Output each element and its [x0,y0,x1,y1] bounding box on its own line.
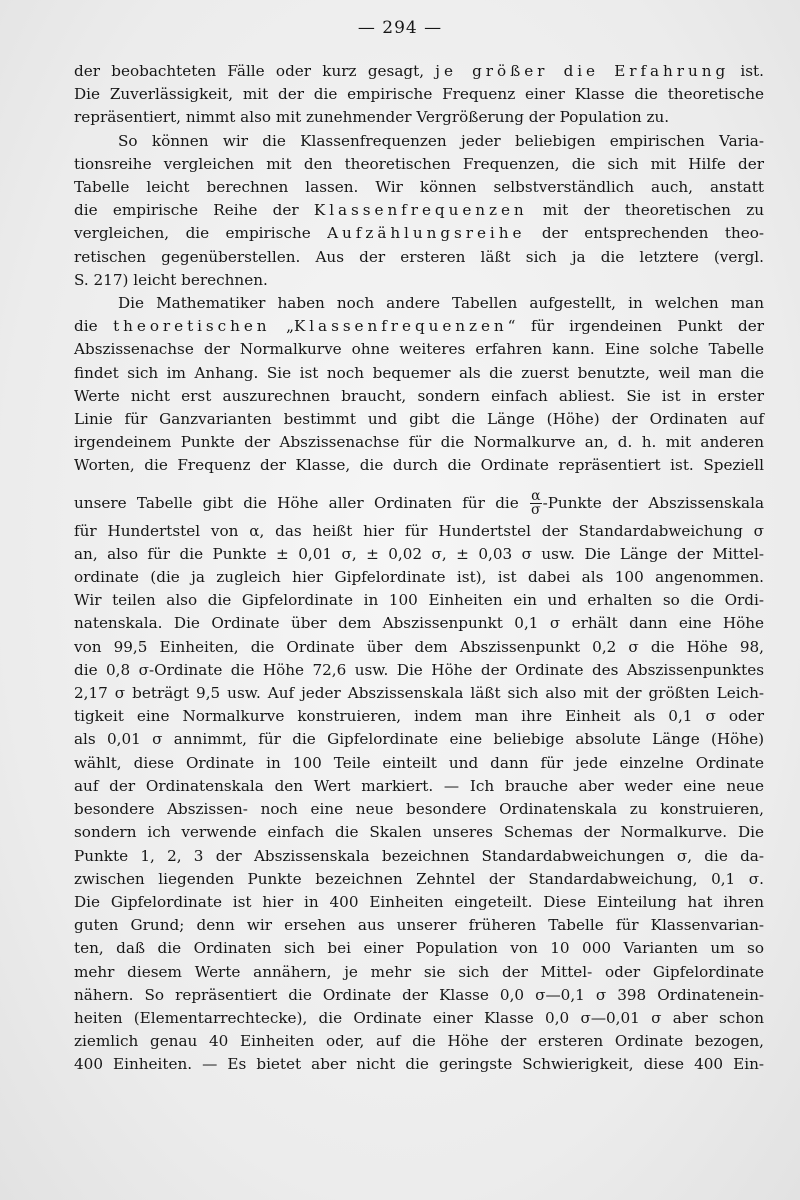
text-line [74,543,764,566]
text-line [74,199,764,222]
text-run: guten Grund; denn wir ersehen aus unserer früheren Tabelle für Klassenvarian- [74,916,764,935]
text-run: 2,17 σ beträgt 9,5 usw. Auf jeder Abszissenskala läßt sich also mit der größten Leich- [74,684,764,703]
text-run: vergleichen, die empirische [74,224,328,243]
text-run: 400 Einheiten. — Es bietet aber nicht die geringste Schwierigkeit, diese 400 Ein- [74,1055,764,1074]
text-run: repräsentiert, nimmt also mit zunehmender Vergrößerung der Population zu. [74,108,670,127]
text-line [74,83,764,106]
text-run: Werte nicht erst auszurechnen braucht, sondern einfach abliest. Sie ist in erster [74,386,764,405]
text-line [74,798,764,821]
text-run: Abszissenachse der Normalkurve ohne weiteres erfahren kann. Eine solche Tabelle [74,340,764,359]
text-run: von 99,5 Einheiten, die Ordinate über dem Abszissenpunkt 0,2 σ die Höhe 98, [74,637,764,656]
text-line [74,589,764,612]
text-run: unsere Tabelle gibt die Höhe aller Ordinaten für die [74,493,530,512]
text-line [74,269,764,292]
text-line [74,891,764,914]
spaced-emphasis: Klassenfrequenzen [313,201,528,220]
text-run: die empirische Reihe der [74,201,314,220]
text-line [74,775,764,798]
text-run: der entsprechenden theo- [525,224,764,243]
text-run: die 0,8 σ-Ordinate die Höhe 72,6 usw. Die Höhe der Ordinate des Abszissenpunktes [74,660,764,679]
text-line [74,705,764,728]
text-run: -Punkte der Abszissenskala [542,493,765,512]
text-run: findet sich im Anhang. Sie ist noch bequemer als die zuerst benutzte, weil man die [74,363,764,382]
text-run: ziemlich genau 40 Einheiten oder, auf die Höhe der ersteren Ordinate bezogen, [74,1032,764,1051]
text-run: tigkeit eine Normalkurve konstruieren, indem man ihre Einheit als 0,1 σ oder [74,707,764,726]
spaced-emphasis: Klassenfrequenzen [293,317,508,336]
text-line [74,60,764,83]
text-line [74,338,764,361]
spaced-emphasis: je größer die Erfahrung [435,62,730,80]
text-run: besondere Abszissen- noch eine neue besondere Ordinatenskala zu konstruieren, [74,800,764,819]
body-text [74,60,764,1077]
text-line [74,431,764,454]
text-line [74,486,764,520]
text-line [74,153,764,176]
text-run: heiten (Elementarrechtecke), die Ordinate einer Klasse 0,0 σ—0,01 σ aber schon [74,1008,764,1027]
text-line [74,868,764,891]
text-run: Punkte 1, 2, 3 der Abszissenskala bezeichnen Standardabweichungen σ, die da- [74,846,764,865]
text-line [74,821,764,844]
text-line [74,984,764,1007]
text-run: Die Gipfelordinate ist hier in 400 Einheiten eingeteilt. Diese Einteilung hat ihren [74,892,764,911]
text-run: der beobachteten Fälle oder kurz gesagt, [74,62,436,80]
text-line [74,385,764,408]
text-line [74,1030,764,1053]
text-line [74,937,764,960]
text-line [74,914,764,937]
text-run: Wir teilen also die Gipfelordinate in 100 Einheiten ein und erhalten so die Ordi- [74,591,764,610]
text-line [74,636,764,659]
fraction-denominator: σ [531,502,541,519]
page-number: — 294 — [357,18,443,38]
text-run: „ [270,317,294,336]
text-line [74,362,764,385]
text-run: Die Mathematiker haben noch andere Tabellen aufgestellt, in welchen man [118,294,764,313]
text-run: mehr diesem Werte annähern, je mehr sie sich der Mittel- oder Gipfelordinate [74,962,764,981]
text-run: irgendeinem Punkte der Abszissenachse für die Normalkurve an, d. h. mit anderen [74,433,764,452]
text-line [74,315,764,338]
text-line [74,130,764,153]
text-run: die [74,317,114,336]
text-line [74,106,764,129]
text-run: ten, daß die Ordinaten sich bei einer Population von 10 000 Varianten um so [74,939,764,958]
text-run: mit der theoretischen zu [527,201,764,220]
text-line [74,659,764,682]
text-run: Linie für Ganzvarianten bestimmt und gibt die Länge (Höhe) der Ordinaten auf [74,410,764,429]
text-line [74,961,764,984]
text-run: retischen gegenüberstellen. Aus der ersteren läßt sich ja die letztere (vergl. [74,247,764,266]
text-run: als 0,01 σ annimmt, für die Gipfelordinate eine beliebige absolute Länge (Höhe) [74,730,764,749]
text-line [74,682,764,705]
text-run: Worten, die Frequenz der Klasse, die durch die Ordinate repräsentiert ist. Speziell [74,456,764,475]
text-run: “ für irgendeinen Punkt der [507,317,764,336]
text-line [74,566,764,589]
text-line [74,454,764,477]
text-line [74,728,764,751]
text-line [74,520,764,543]
text-run: natenskala. Die Ordinate über dem Abszissenpunkt 0,1 σ erhält dann eine Höhe [74,614,764,633]
text-run: So können wir die Klassenfrequenzen jeder beliebigen empirischen Varia- [118,131,764,150]
text-line [74,1053,764,1076]
text-run: zwischen liegenden Punkte bezeichnen Zehntel der Standardabweichung, 0,1 σ. [74,869,764,888]
spaced-emphasis: theoretischen [113,317,271,336]
fraction [530,490,541,517]
text-line [74,612,764,635]
text-run: für Hundertstel von α, das heißt hier für Hundertstel der Standardabweichung σ [74,521,764,540]
text-line [74,176,764,199]
text-run: Die Zuverlässigkeit, mit der die empirische Frequenz einer Klasse die theoretische [74,85,764,104]
spaced-emphasis: Aufzählungsreihe [327,224,526,243]
text-line [74,292,764,315]
text-run: nähern. So repräsentiert die Ordinate der Klasse 0,0 σ—0,1 σ 398 Ordinatenein- [74,985,764,1004]
text-line [74,408,764,431]
fraction-numerator: α [531,488,541,505]
text-line [74,246,764,269]
text-run: S. 217) leicht berechnen. [74,270,268,289]
text-line [74,222,764,245]
text-line [74,1007,764,1030]
text-run: sondern ich verwende einfach die Skalen unseres Schemas der Normalkurve. Die [74,823,764,842]
text-run: an, also für die Punkte ± 0,01 σ, ± 0,02 σ, ± 0,03 σ usw. Die Länge der Mittel- [74,544,764,563]
text-run: wählt, diese Ordinate in 100 Teile einteilt und dann für jede einzelne Ordinate [74,753,764,772]
text-run: tionsreihe vergleichen mit den theoretischen Frequenzen, die sich mit Hilfe der [74,154,764,173]
text-run: auf der Ordinatenskala den Wert markiert. — Ich brauche aber weder eine neue [74,776,764,795]
text-run: Tabelle leicht berechnen lassen. Wir können selbstverständlich auch, anstatt [74,178,764,197]
text-run: ordinate (die ja zugleich hier Gipfelordinate ist), ist dabei als 100 angenommen. [74,568,764,587]
text-line [74,752,764,775]
text-run: ist. [729,62,764,80]
text-line [74,845,764,868]
